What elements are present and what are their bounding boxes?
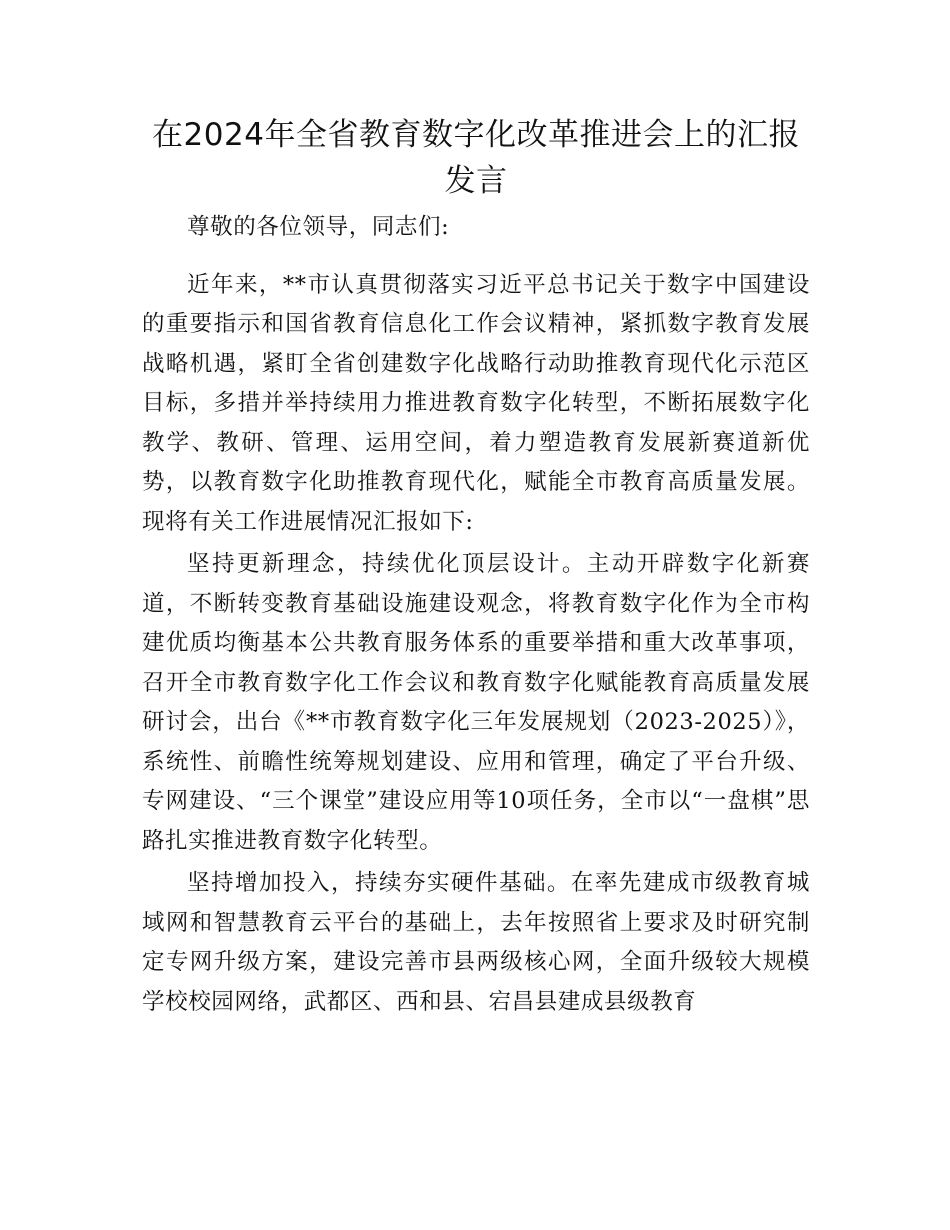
document-title: 在2024年全省教育数字化改革推进会上的汇报发言 [152, 117, 800, 199]
paragraph-intro: 近年来，**市认真贯彻落实习近平总书记关于数字中国建设的重要指示和国省教育信息化工作会议精神，紧抓数字教育发展战略机遇，紧盯全省创建数字化战略行动助推教育现代化示范区目标，多措并举持续用力推进教育数字化转型，不断拓展数字化教学、教研、管理、运用空间，着力塑造教育发展新赛道新优势，以教育数字化助推教育现代化，赋能全市教育高质量发展。现将有关工作进展情况汇报如下: [142, 271, 810, 535]
document-page [142, 112, 810, 1025]
paragraph-hardware-investment: 坚持增加投入，持续夯实硬件基础。在率先建成市级教育城域网和智慧教育云平台的基础上，去年按照省上要求及时研究制定专网升级方案，建设完善市县两级核心网，全面升级较大规模学校校园网络，武都区、西和县、宕昌县建成县级教育 [142, 870, 810, 1015]
paragraph-top-level-design: 坚持更新理念，持续优化顶层设计。主动开辟数字化新赛道，不断转变教育基础设施建设观念，将教育数字化作为全市构建优质均衡基本公共教育服务体系的重要举措和重大改革事项，召开全市教育数字化工作会议和教育数字化赋能教育高质量发展研讨会，出台《**市教育数字化三年发展规划（2023-2025）》，系统性、前瞻性统筹规划建设、应用和管理，确定了平台升级、专网建设、“三个课堂”建设应用等10项任务，全市以“一盘棋”思路扎实推进教育数字化转型。 [142, 551, 810, 854]
greeting-line: 尊敬的各位领导，同志们: [187, 214, 450, 240]
